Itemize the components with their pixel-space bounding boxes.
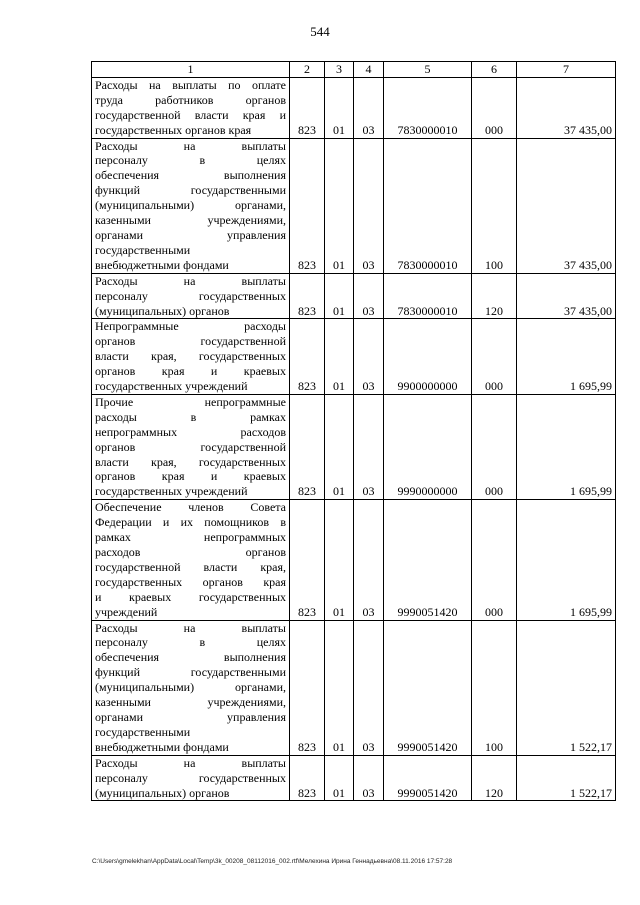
table-row <box>92 500 616 620</box>
description-line: органов края и краевых <box>95 364 286 379</box>
row-description <box>92 755 290 801</box>
row-description <box>92 77 290 138</box>
ministry-code-cell: 823 <box>290 77 325 138</box>
description-line: обеспечения выполнения <box>95 168 286 183</box>
ministry-code-cell: 823 <box>290 273 325 319</box>
description-line: персоналу государственных <box>95 288 286 303</box>
table-row <box>92 273 616 319</box>
section-code-cell: 01 <box>325 138 354 273</box>
expense-type-cell: 000 <box>472 394 517 499</box>
row-description <box>92 620 290 755</box>
expense-type-cell: 000 <box>472 77 517 138</box>
ministry-code-cell: 823 <box>290 138 325 273</box>
description-line: органов края и краевых <box>95 469 286 484</box>
description-line: органов государственной <box>95 439 286 454</box>
subsection-code-cell: 03 <box>354 138 384 273</box>
description-line: Федерации и их помощников в <box>95 515 286 530</box>
description-line: (муниципальными) органами, <box>95 680 286 695</box>
column-header-2: 2 <box>290 62 325 78</box>
description-line: власти края, государственных <box>95 349 286 364</box>
description-line: государственной власти края и <box>95 107 286 122</box>
description-line: государственных учреждений <box>95 379 248 394</box>
description-line: органами управления <box>95 709 286 724</box>
description-line: персоналу в целях <box>95 635 286 650</box>
column-header-4: 4 <box>354 62 384 78</box>
description-line: учреждений <box>95 604 158 619</box>
expense-type-cell: 000 <box>472 319 517 395</box>
description-line: Расходы на выплаты <box>95 755 286 770</box>
description-line: функций государственными <box>95 665 286 680</box>
description-line: функций государственными <box>95 183 286 198</box>
subsection-code-cell: 03 <box>354 273 384 319</box>
description-line: Непрограммные расходы <box>95 319 286 334</box>
amount-cell: 1 695,99 <box>517 394 616 499</box>
description-line: государственными <box>95 242 191 257</box>
table-row <box>92 620 616 755</box>
expense-type-cell: 120 <box>472 755 517 801</box>
column-header-3: 3 <box>325 62 354 78</box>
description-line: государственных органов края <box>95 122 252 137</box>
table-row <box>92 755 616 801</box>
amount-cell: 37 435,00 <box>517 77 616 138</box>
table-row <box>92 77 616 138</box>
table-header-row <box>92 62 616 78</box>
description-line: государственными <box>95 724 191 739</box>
description-line: (муниципальных) органов <box>95 303 230 318</box>
expense-type-cell: 000 <box>472 500 517 620</box>
table-row <box>92 394 616 499</box>
description-line: Прочие непрограммные <box>95 394 286 409</box>
table-body <box>92 77 616 801</box>
description-line: Расходы на выплаты <box>95 620 286 635</box>
section-code-cell: 01 <box>325 755 354 801</box>
description-line: органами управления <box>95 227 286 242</box>
description-line: казенными учреждениями, <box>95 213 286 228</box>
subsection-code-cell: 03 <box>354 755 384 801</box>
subsection-code-cell: 03 <box>354 394 384 499</box>
description-line: и краевых государственных <box>95 589 286 604</box>
amount-cell: 1 695,99 <box>517 500 616 620</box>
description-line: рамках непрограммных <box>95 530 286 545</box>
expense-type-cell: 100 <box>472 620 517 755</box>
description-line: государственной власти края, <box>95 559 286 574</box>
subsection-code-cell: 03 <box>354 620 384 755</box>
section-code-cell: 01 <box>325 319 354 395</box>
ministry-code-cell: 823 <box>290 319 325 395</box>
target-article-cell: 7830000010 <box>384 138 472 273</box>
ministry-code-cell: 823 <box>290 755 325 801</box>
target-article-cell: 7830000010 <box>384 77 472 138</box>
expense-type-cell: 100 <box>472 138 517 273</box>
amount-cell: 1 522,17 <box>517 620 616 755</box>
section-code-cell: 01 <box>325 273 354 319</box>
section-code-cell: 01 <box>325 394 354 499</box>
description-line: Расходы на выплаты <box>95 273 286 288</box>
ministry-code-cell: 823 <box>290 394 325 499</box>
column-header-6: 6 <box>472 62 517 78</box>
table-row <box>92 319 616 395</box>
target-article-cell: 9990051420 <box>384 755 472 801</box>
description-line: расходов органов <box>95 545 286 559</box>
description-line: внебюджетными фондами <box>95 739 229 754</box>
column-header-5: 5 <box>384 62 472 78</box>
budget-table <box>91 61 616 801</box>
column-header-1: 1 <box>92 62 290 78</box>
description-line: Расходы на выплаты по оплате <box>95 77 286 92</box>
ministry-code-cell: 823 <box>290 500 325 620</box>
page-number: 544 <box>310 24 330 39</box>
target-article-cell: 7830000010 <box>384 273 472 319</box>
row-description <box>92 138 290 273</box>
subsection-code-cell: 03 <box>354 77 384 138</box>
ministry-code-cell: 823 <box>290 620 325 755</box>
amount-cell: 37 435,00 <box>517 273 616 319</box>
table-row <box>92 138 616 273</box>
file-path-footer: C:\Users\gmelekhan\AppData\Local\Temp\3k_00208_08112016_002.rtf\Мелехина Ирина Геннадьевна\08.11.2016 17:57:28 <box>92 858 453 865</box>
column-header-7: 7 <box>517 62 616 78</box>
description-line: государственных учреждений <box>95 484 248 499</box>
target-article-cell: 9990051420 <box>384 620 472 755</box>
description-line: внебюджетными фондами <box>95 257 229 272</box>
description-line: Расходы на выплаты <box>95 138 286 153</box>
row-description <box>92 319 290 395</box>
amount-cell: 1 695,99 <box>517 319 616 395</box>
section-code-cell: 01 <box>325 620 354 755</box>
amount-cell: 37 435,00 <box>517 138 616 273</box>
description-line: государственных органов края <box>95 574 286 589</box>
row-description <box>92 273 290 319</box>
description-line: обеспечения выполнения <box>95 650 286 665</box>
description-line: непрограммных расходов <box>95 424 286 439</box>
description-line: власти края, государственных <box>95 454 286 469</box>
row-description <box>92 394 290 499</box>
section-code-cell: 01 <box>325 500 354 620</box>
description-line: труда работников органов <box>95 92 286 107</box>
target-article-cell: 9990051420 <box>384 500 472 620</box>
description-line: органов государственной <box>95 334 286 349</box>
subsection-code-cell: 03 <box>354 319 384 395</box>
description-line: казенными учреждениями, <box>95 695 286 710</box>
target-article-cell: 9900000000 <box>384 319 472 395</box>
section-code-cell: 01 <box>325 77 354 138</box>
subsection-code-cell: 03 <box>354 500 384 620</box>
description-line: Обеспечение членов Совета <box>95 500 286 515</box>
amount-cell: 1 522,17 <box>517 755 616 801</box>
description-line: расходы в рамках <box>95 409 286 424</box>
description-line: (муниципальных) органов <box>95 785 230 800</box>
expense-type-cell: 120 <box>472 273 517 319</box>
row-description <box>92 500 290 620</box>
description-line: персоналу в целях <box>95 153 286 168</box>
target-article-cell: 9990000000 <box>384 394 472 499</box>
description-line: (муниципальными) органами, <box>95 198 286 213</box>
description-line: персоналу государственных <box>95 770 286 785</box>
